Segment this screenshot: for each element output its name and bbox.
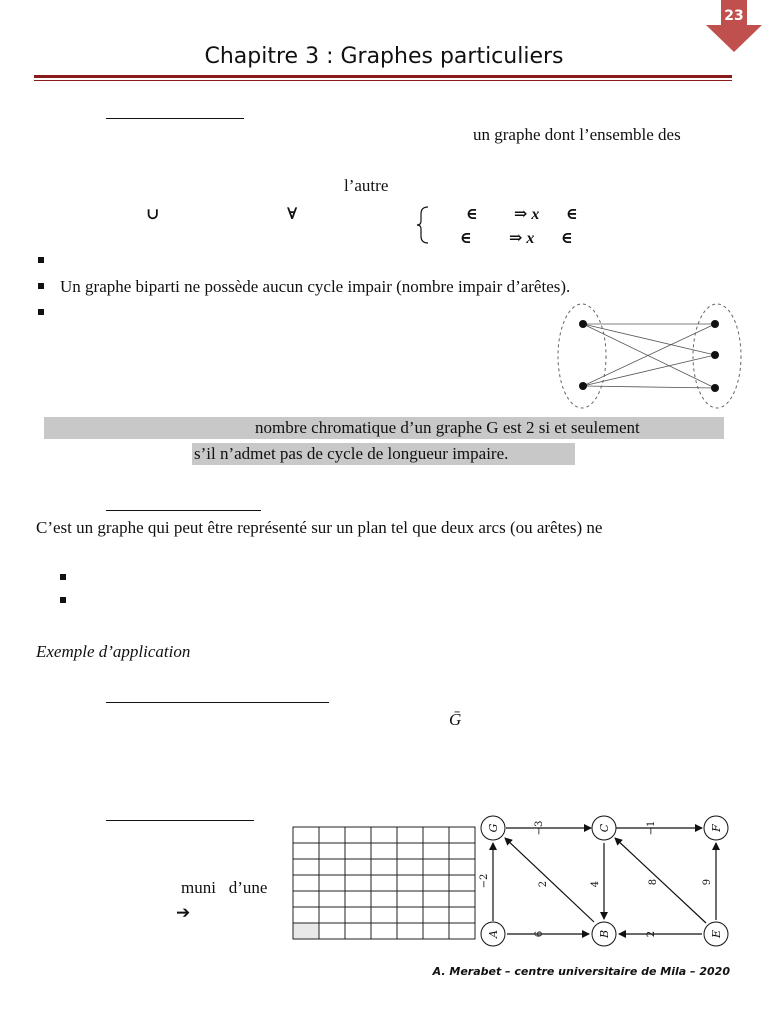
node-label: F	[710, 824, 723, 832]
bullet	[60, 597, 66, 603]
bipartite-edges	[583, 324, 715, 388]
brace-icon	[416, 206, 430, 249]
bullet	[38, 257, 44, 263]
edge-weight: 9	[702, 878, 713, 886]
section-heading-underline	[106, 702, 329, 703]
set-symbol-in: ∈	[561, 230, 573, 247]
edge-E-C	[615, 838, 706, 923]
set-symbol-in: ∈	[466, 206, 478, 223]
union-symbol: ∪	[146, 206, 160, 223]
weighted-fragment: muni d’une	[181, 878, 268, 897]
edge-weight: 2	[538, 880, 549, 888]
page-footer: A. Merabet – centre universitaire de Mila – 2020	[432, 965, 730, 978]
header-rule	[34, 75, 732, 78]
theorem-line-2: s’il n’admet pas de cycle de longueur impaire.	[194, 444, 509, 463]
header-rule-thin	[34, 80, 732, 81]
edge-B-G	[505, 838, 594, 922]
edge-weight: 6	[534, 930, 545, 938]
weighted-digraph-figure	[476, 812, 736, 952]
complement-symbol: Ḡ	[449, 710, 462, 729]
edge-weight: 4	[590, 880, 601, 888]
forall-symbol: ∀	[287, 206, 298, 223]
section-heading-underline	[106, 510, 261, 511]
node-label: G	[487, 823, 500, 833]
arrow-icon: ➔	[176, 903, 191, 922]
implies-symbol: ⇒ x	[509, 230, 535, 247]
set-symbol-in: ∈	[460, 230, 472, 247]
adjacency-matrix-grid	[292, 826, 476, 940]
vertex	[711, 320, 719, 328]
vertex	[579, 320, 587, 328]
bipartite-graph-figure	[556, 302, 742, 410]
node-label: A	[487, 930, 500, 938]
partition-left	[558, 304, 606, 408]
bullet	[38, 283, 44, 289]
edge-weight: −3	[534, 820, 545, 836]
theorem-line-1: nombre chromatique d’un graphe G est 2 si et seulement	[255, 418, 640, 437]
edge-weight: 8	[648, 878, 659, 886]
set-symbol-in: ∈	[566, 206, 578, 223]
vertex	[579, 382, 587, 390]
page-number: 23	[724, 8, 744, 24]
vertex	[711, 384, 719, 392]
implies-symbol: ⇒ x	[514, 206, 540, 223]
bullet	[38, 309, 44, 315]
node-label: C	[598, 823, 611, 833]
bullet	[60, 574, 66, 580]
bipartite-autre-fragment: l’autre	[344, 176, 389, 195]
vertex	[711, 351, 719, 359]
edge-weight: 2	[646, 930, 657, 938]
bipartite-property: Un graphe biparti ne possède aucun cycle impair (nombre impair d’arêtes).	[60, 277, 571, 296]
application-heading: Exemple d’application	[36, 642, 191, 661]
planar-definition: C’est un graphe qui peut être représenté sur un plan tel que deux arcs (ou arêtes) ne	[36, 518, 603, 537]
node-label: E	[710, 929, 723, 939]
edge-weight: −2	[479, 873, 490, 889]
section-heading-underline	[106, 820, 254, 821]
bipartite-definition-fragment: un graphe dont l’ensemble des	[473, 125, 681, 144]
section-heading-underline	[106, 118, 244, 119]
node-label: B	[598, 929, 611, 939]
page-title: Chapitre 3 : Graphes particuliers	[204, 44, 564, 69]
edge-weight: −1	[646, 820, 657, 836]
